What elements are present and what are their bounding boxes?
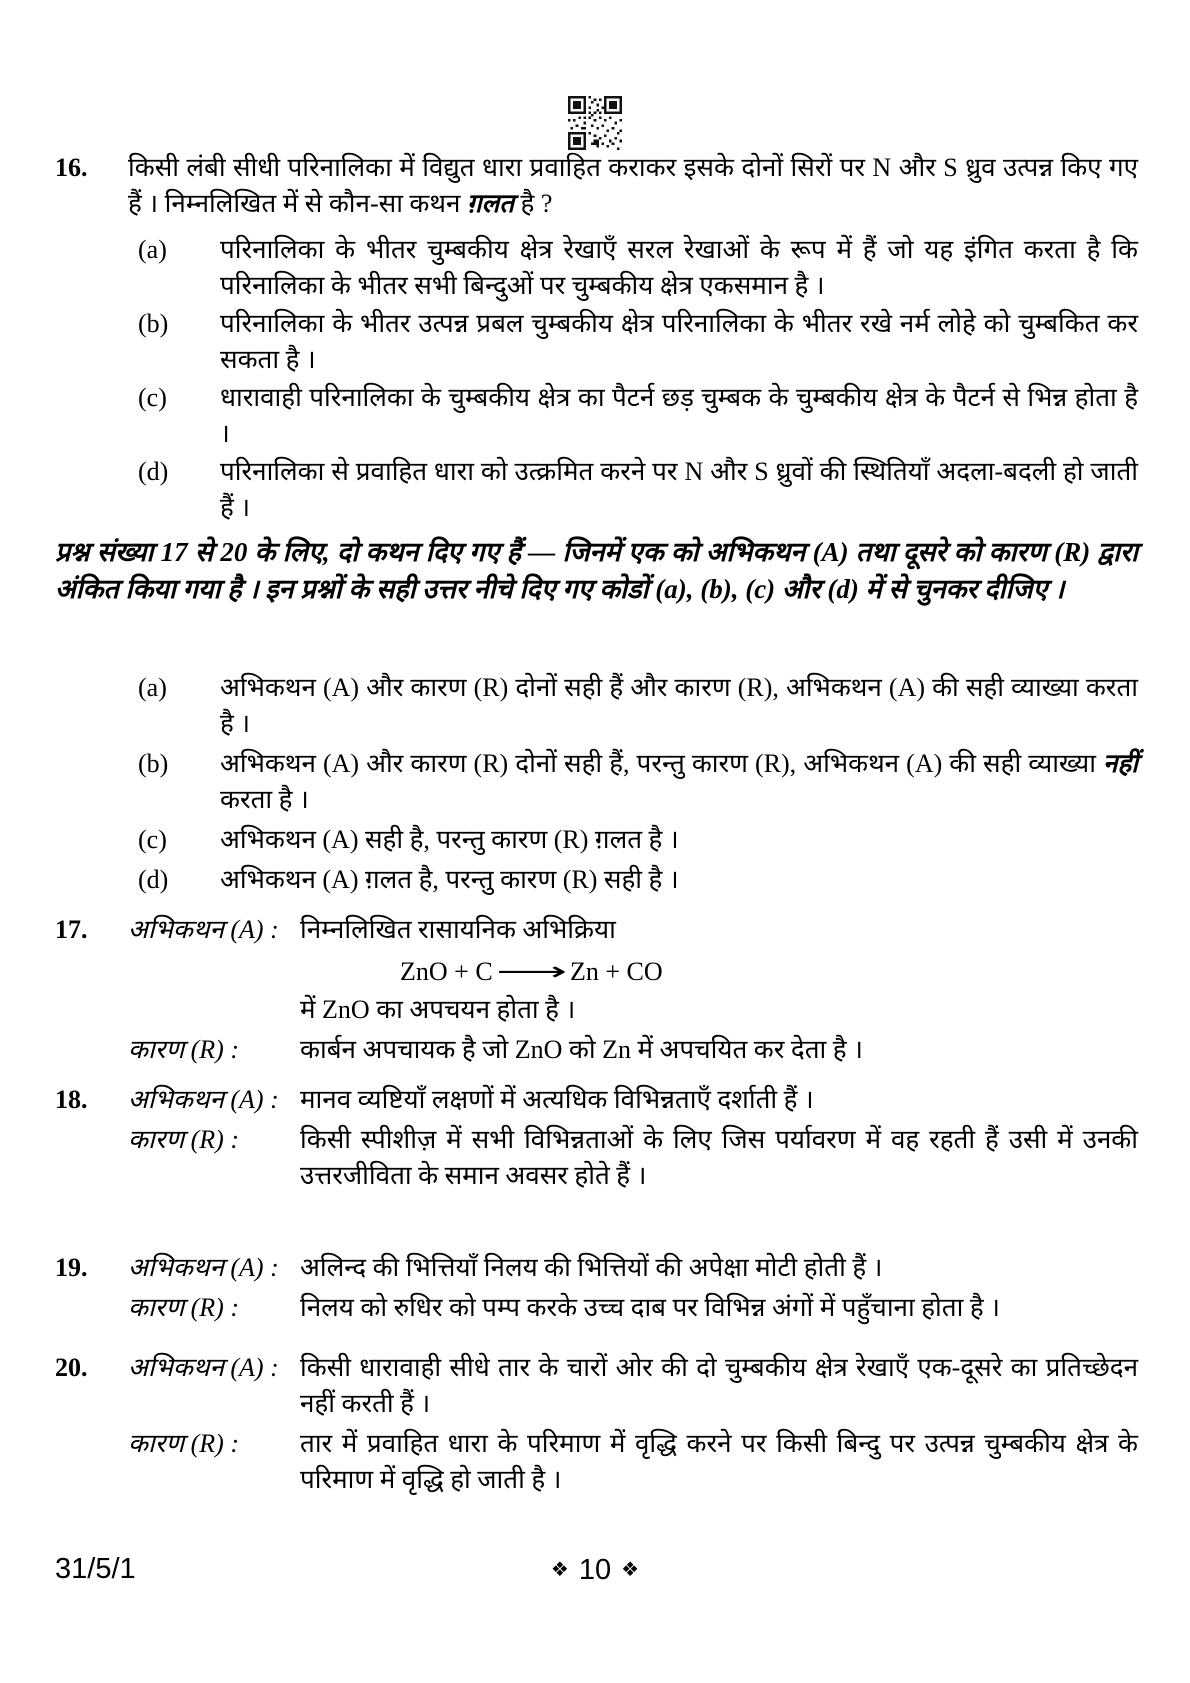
code-option-d	[138, 862, 1138, 898]
answer-codes	[55, 670, 1138, 898]
option-letter: (d)	[138, 457, 169, 486]
code-option-c	[138, 822, 1138, 858]
reaction-arrow-icon: ⟶	[495, 957, 567, 987]
option-letter: (d)	[138, 865, 169, 894]
q16-option-a	[138, 232, 1138, 304]
assertion-label: अभिकथन (A) :	[128, 1085, 279, 1114]
option-text: परिनालिका के भीतर चुम्बकीय क्षेत्र रेखाएँ सरल रेखाओं के रूप में हैं जो यह इंगित करता है कि परिनालिका के भीतर सभी बिन्दुओं पर चुम्बकीय क्षेत्र एकसमान है ।	[220, 235, 1138, 300]
page-content	[55, 150, 1138, 1498]
assertion-reason-instructions: प्रश्न संख्या 17 से 20 के लिए, दो कथन दिए गए हैं — जिनमें एक को अभिकथन (A) तथा दूसरे को कारण (R) द्वारा अंकित किया गया है । इन प्रश्नों के सही उत्तर नीचे दिए गए कोडों (a), (b), (c) और (d) में से चुनकर दीजिए ।	[55, 537, 1138, 604]
option-letter: (b)	[138, 749, 169, 778]
ornament-diamond-left-icon: ❖	[550, 1557, 569, 1581]
assertion-label: अभिकथन (A) :	[128, 1353, 279, 1382]
reason-label: कारण (R) :	[128, 1125, 239, 1154]
question-16-number: 16.	[55, 153, 88, 182]
question-17-number: 17.	[55, 915, 88, 944]
assertion-text: मानव व्यष्टियाँ लक्षणों में अत्यधिक विभिन्नताएँ दर्शाती हैं ।	[300, 1085, 814, 1114]
code-option-a	[138, 670, 1138, 742]
code-option-b	[138, 746, 1138, 818]
option-text: अभिकथन (A) और कारण (R) दोनों सही हैं, परन्तु कारण (R), अभिकथन (A) की सही व्याख्या नहीं करता है ।	[220, 749, 1138, 814]
option-letter: (c)	[138, 825, 167, 854]
page-footer	[0, 1552, 1190, 1587]
assertion-label: अभिकथन (A) :	[128, 1253, 279, 1282]
paper-code: 31/5/1	[55, 1553, 136, 1585]
emphasized-word: नहीं	[1103, 749, 1138, 778]
reason-label: कारण (R) :	[128, 1035, 239, 1064]
chemical-equation: ZnO + C ⟶ Zn + CO	[400, 954, 1138, 990]
question-20	[55, 1350, 1138, 1498]
reason-text: तार में प्रवाहित धारा के परिमाण में वृद्धि करने पर किसी बिन्दु पर उत्पन्न चुम्बकीय क्षेत्र के परिमाण में वृद्धि हो जाती है ।	[300, 1429, 1138, 1494]
option-letter: (a)	[138, 673, 167, 702]
page-number-value: 10	[578, 1554, 612, 1586]
question-17	[55, 912, 1138, 1068]
ornament-diamond-right-icon: ❖	[621, 1557, 640, 1581]
assertion-text: अलिन्द की भित्तियाँ निलय की भित्तियों की अपेक्षा मोटी होती हैं ।	[300, 1253, 883, 1282]
reason-text: किसी स्पीशीज़ में सभी विभिन्नताओं के लिए जिस पर्यावरण में वह रहती हैं उसी में उनकी उत्तरजीविता के समान अवसर होते हैं ।	[300, 1125, 1138, 1190]
equation-caption: में ZnO का अपचयन होता है ।	[300, 995, 576, 1024]
reason-label: कारण (R) :	[128, 1293, 239, 1322]
q16-option-b	[138, 306, 1138, 378]
assertion-text: निम्नलिखित रासायनिक अभिक्रिया	[300, 915, 616, 944]
question-16-text: किसी लंबी सीधी परिनालिका में विद्युत धारा प्रवाहित कराकर इसके दोनों सिरों पर N और S ध्रुव उत्पन्न किए गए हैं । निम्नलिखित में से कौन-सा कथन ग़लत है ?	[128, 153, 1138, 218]
question-16	[55, 150, 1138, 526]
question-19	[55, 1250, 1138, 1326]
reason-label: कारण (R) :	[128, 1429, 239, 1458]
option-text: अभिकथन (A) और कारण (R) दोनों सही हैं और कारण (R), अभिकथन (A) की सही व्याख्या करता है ।	[220, 673, 1138, 738]
reason-text: कार्बन अपचायक है जो ZnO को Zn में अपचयित कर देता है ।	[300, 1035, 863, 1064]
question-18	[55, 1082, 1138, 1194]
q16-option-c	[138, 380, 1138, 452]
option-text: अभिकथन (A) ग़लत है, परन्तु कारण (R) सही है ।	[220, 865, 679, 894]
emphasized-word: ग़लत	[466, 189, 515, 218]
page-number	[0, 1552, 1190, 1587]
question-20-number: 20.	[55, 1353, 88, 1382]
assertion-label: अभिकथन (A) :	[128, 915, 279, 944]
question-19-number: 19.	[55, 1253, 88, 1282]
option-text: परिनालिका के भीतर उत्पन्न प्रबल चुम्बकीय क्षेत्र परिनालिका के भीतर रखे नर्म लोहे को चुम्बकित कर सकता है ।	[220, 309, 1138, 374]
reason-text: निलय को रुधिर को पम्प करके उच्च दाब पर विभिन्न अंगों में पहुँचाना होता है ।	[300, 1293, 1000, 1322]
question-18-number: 18.	[55, 1085, 88, 1114]
option-text: धारावाही परिनालिका के चुम्बकीय क्षेत्र का पैटर्न छड़ चुम्बक के चुम्बकीय क्षेत्र के पैटर्न से भिन्न होता है ।	[220, 383, 1138, 448]
option-letter: (c)	[138, 383, 167, 412]
option-text: अभिकथन (A) सही है, परन्तु कारण (R) ग़लत है ।	[220, 825, 679, 854]
option-text: परिनालिका से प्रवाहित धारा को उत्क्रमित करने पर N और S ध्रुवों की स्थितियाँ अदला-बदली हो जाती हैं ।	[220, 457, 1138, 522]
assertion-body	[300, 912, 1138, 1028]
option-letter: (b)	[138, 309, 169, 338]
assertion-text: किसी धारावाही सीधे तार के चारों ओर की दो चुम्बकीय क्षेत्र रेखाएँ एक-दूसरे का प्रतिच्छेदन नहीं करती हैं ।	[300, 1353, 1138, 1418]
option-letter: (a)	[138, 235, 167, 264]
q16-option-d	[138, 454, 1138, 526]
